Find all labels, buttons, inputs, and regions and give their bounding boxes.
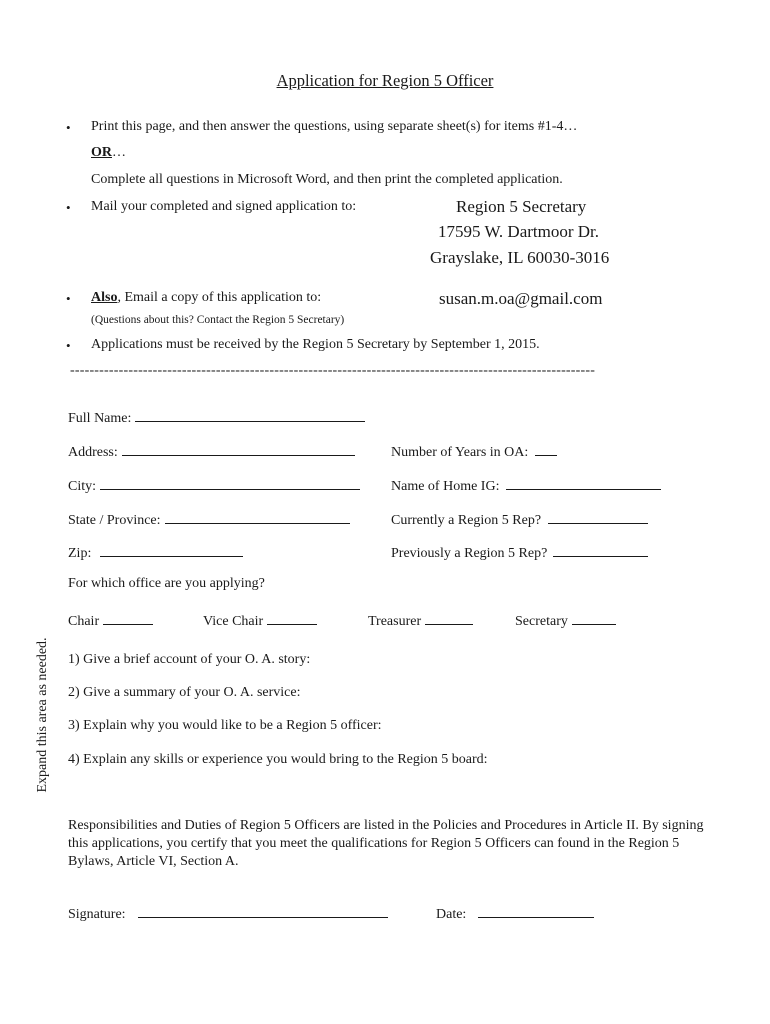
questions-note: (Questions about this? Contact the Region 5 Secretary): [91, 314, 345, 326]
previous-rep-row: [391, 542, 648, 562]
current-rep-label: Currently a Region 5 Rep?: [391, 513, 542, 528]
instruction-deadline: Applications must be received by the Region 5 Secretary by September 1, 2015.: [91, 337, 540, 352]
state-field[interactable]: [165, 509, 350, 524]
address-line-2: 17595 W. Dartmoor Dr.: [438, 222, 600, 241]
current-rep-row: [391, 509, 648, 529]
home-ig-field[interactable]: [506, 475, 661, 490]
instruction-word: Complete all questions in Microsoft Word, and then print the completed application.: [91, 172, 563, 187]
office-treasurer: [368, 610, 473, 630]
previous-rep-field[interactable]: [553, 542, 648, 557]
city-field[interactable]: [100, 475, 360, 490]
office-secretary: [515, 610, 616, 630]
current-rep-field[interactable]: [548, 509, 648, 524]
office-secretary-field[interactable]: [572, 610, 616, 625]
city-row: [68, 475, 360, 495]
office-treasurer-label: Treasurer: [368, 614, 422, 629]
question-1: 1) Give a brief account of your O. A. story:: [68, 652, 311, 667]
office-vice-chair: [203, 610, 317, 630]
previous-rep-label: Previously a Region 5 Rep?: [391, 546, 548, 561]
or-suffix: …: [112, 145, 126, 160]
office-treasurer-field[interactable]: [425, 610, 473, 625]
office-question: For which office are you applying?: [68, 576, 265, 591]
full-name-row: [68, 407, 365, 427]
instruction-or: [91, 145, 126, 161]
instruction-print: Print this page, and then answer the questions, using separate sheet(s) for items #1-4…: [91, 119, 578, 134]
instruction-mail: Mail your completed and signed application to:: [91, 199, 357, 214]
address-line-3: Grayslake, IL 60030-3016: [430, 248, 610, 267]
years-oa-field[interactable]: [535, 441, 557, 456]
office-vice-chair-field[interactable]: [267, 610, 317, 625]
signature-field[interactable]: [138, 903, 388, 918]
home-ig-row: [391, 475, 661, 495]
years-oa-row: [391, 441, 557, 461]
years-oa-label: Number of Years in OA:: [391, 445, 529, 460]
address-label: Address:: [68, 445, 118, 460]
office-chair-field[interactable]: [103, 610, 153, 625]
bullet: •: [66, 200, 71, 215]
bullet: •: [66, 120, 71, 135]
email-instruction-text: , Email a copy of this application to:: [117, 290, 322, 305]
office-vice-chair-label: Vice Chair: [203, 614, 264, 629]
zip-label: Zip:: [68, 546, 92, 561]
signature-label: Signature:: [68, 907, 126, 922]
responsibilities-text: Responsibilities and Duties of Region 5 Officers are listed in the Policies and Procedures in Article II. By signing this applications, you certify that you meet the qualifications for Region 5 Officers can found in the Region 5 Bylaws, Article VI, Section A.: [68, 818, 704, 869]
office-chair: [68, 610, 153, 630]
divider-line: ------------------------------------------------------------------------------------------------------------: [70, 363, 596, 378]
date-row: [436, 903, 594, 923]
or-label: OR: [91, 145, 112, 160]
state-row: [68, 509, 350, 529]
office-chair-label: Chair: [68, 614, 100, 629]
question-4: 4) Explain any skills or experience you would bring to the Region 5 board:: [68, 752, 488, 767]
date-field[interactable]: [478, 903, 594, 918]
also-label: Also: [91, 290, 118, 305]
zip-field[interactable]: [100, 542, 243, 557]
full-name-field[interactable]: [135, 407, 365, 422]
state-label: State / Province:: [68, 513, 161, 528]
zip-row: [68, 542, 243, 562]
question-3: 3) Explain why you would like to be a Region 5 officer:: [68, 718, 382, 733]
office-secretary-label: Secretary: [515, 614, 568, 629]
email-address: susan.m.oa@gmail.com: [439, 289, 603, 308]
address-row: [68, 441, 355, 461]
address-field[interactable]: [122, 441, 355, 456]
expand-note: Expand this area as needed.: [35, 637, 50, 793]
date-label: Date:: [436, 907, 467, 922]
question-2: 2) Give a summary of your O. A. service:: [68, 685, 301, 700]
home-ig-label: Name of Home IG:: [391, 479, 500, 494]
instruction-email: [91, 290, 321, 306]
bullet: •: [66, 338, 71, 353]
city-label: City:: [68, 479, 97, 494]
bullet: •: [66, 291, 71, 306]
signature-row: [68, 903, 388, 923]
address-line-1: Region 5 Secretary: [456, 197, 587, 216]
page-title: Application for Region 5 Officer: [276, 71, 494, 90]
full-name-label: Full Name:: [68, 411, 132, 426]
